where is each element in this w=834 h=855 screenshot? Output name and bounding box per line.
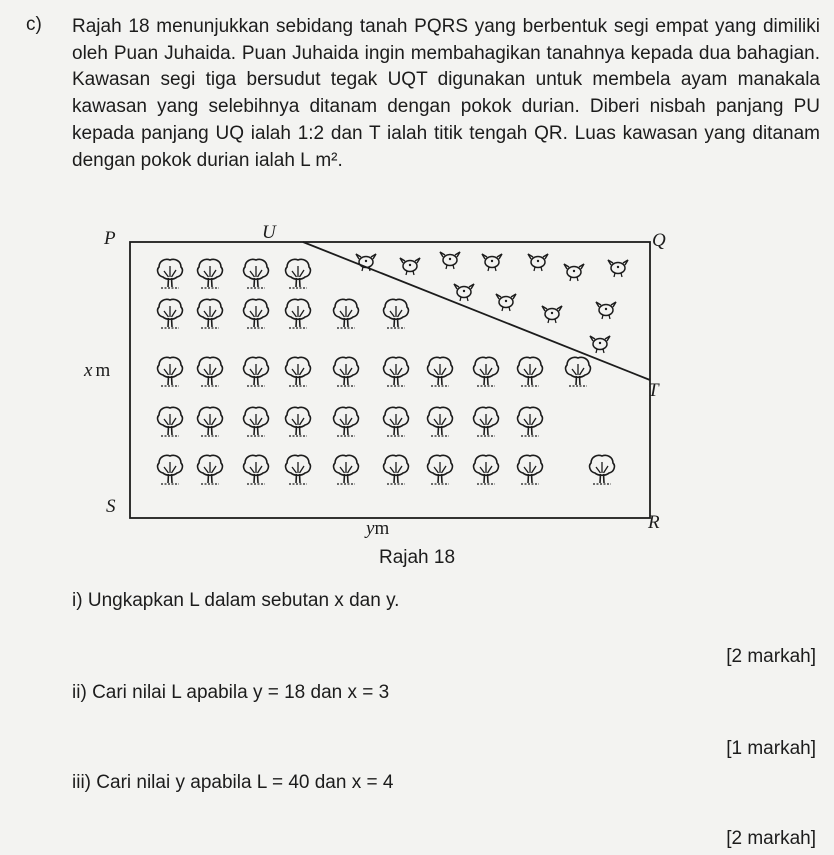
durian-tree-icon: [474, 455, 499, 484]
side-width-label: ym: [366, 518, 390, 539]
durian-tree-icon: [334, 455, 359, 484]
durian-tree-icon: [244, 407, 269, 436]
durian-tree-icon: [244, 299, 269, 328]
chicken-icon: [590, 336, 610, 353]
durian-tree-icon: [384, 299, 409, 328]
durian-tree-icon: [158, 357, 183, 386]
chicken-icon: [440, 252, 460, 269]
durian-tree-icon: [244, 357, 269, 386]
durian-tree-icon: [198, 259, 223, 288]
durian-tree-icon: [244, 455, 269, 484]
durian-tree-icon: [286, 357, 311, 386]
durian-tree-icon: [384, 455, 409, 484]
durian-tree-icon: [428, 357, 453, 386]
durian-tree-icon: [158, 299, 183, 328]
part-iii-question: [72, 772, 393, 794]
point-r-label: R: [648, 512, 660, 533]
chicken-icon: [564, 264, 584, 281]
durian-tree-icon: [384, 407, 409, 436]
durian-tree-icon: [286, 259, 311, 288]
durian-tree-icon: [384, 357, 409, 386]
part-i-question: [72, 590, 399, 612]
question-label: c): [26, 14, 42, 35]
point-p-label: P: [104, 228, 116, 249]
durian-tree-group: [158, 259, 615, 484]
part-ii-marks: [1 markah]: [726, 738, 816, 759]
land-diagram: [70, 214, 690, 544]
durian-tree-icon: [566, 357, 591, 386]
durian-tree-icon: [198, 407, 223, 436]
part-label: ii): [72, 682, 87, 703]
durian-tree-icon: [158, 259, 183, 288]
durian-tree-icon: [474, 357, 499, 386]
point-q-label: Q: [652, 230, 666, 251]
chicken-icon: [356, 254, 376, 271]
question-text: Rajah 18 menunjukkan sebidang tanah PQRS yang berbentuk segi empat yang dimiliki oleh Puan Juhaida. Puan Juhaida ingin membahagikan tanahnya kepada dua bahagian. Kawasan segi tiga bersudut tegak UQT digunakan untuk membela ayam manakala kawasan yang selebihnya ditanam dengan pokok durian. Diberi nisbah panjang PU kepada panjang UQ ialah 1:2 dan T ialah titik tengah QR. Luas kawasan yang ditanam dengan pokok durian ialah L m².: [72, 16, 820, 171]
figure-caption: Rajah 18: [378, 547, 456, 568]
durian-tree-icon: [518, 407, 543, 436]
durian-tree-icon: [518, 455, 543, 484]
durian-tree-icon: [334, 357, 359, 386]
part-ii-question: [72, 682, 389, 704]
durian-tree-icon: [334, 299, 359, 328]
chicken-icon: [496, 294, 516, 311]
durian-tree-icon: [428, 455, 453, 484]
durian-tree-icon: [244, 259, 269, 288]
durian-tree-icon: [518, 357, 543, 386]
durian-tree-icon: [198, 299, 223, 328]
durian-tree-icon: [334, 407, 359, 436]
durian-tree-icon: [474, 407, 499, 436]
durian-tree-icon: [428, 407, 453, 436]
chicken-icon: [596, 302, 616, 319]
part-text: Cari nilai L apabila y = 18 dan x = 3: [92, 682, 390, 703]
durian-tree-icon: [158, 407, 183, 436]
durian-tree-icon: [590, 455, 615, 484]
durian-tree-icon: [286, 407, 311, 436]
chicken-icon: [482, 254, 502, 271]
part-label: i): [72, 590, 83, 611]
chicken-group: [356, 252, 628, 353]
chicken-icon: [454, 284, 474, 301]
chicken-icon: [608, 260, 628, 277]
durian-tree-icon: [286, 299, 311, 328]
point-s-label: S: [106, 496, 116, 517]
chicken-icon: [528, 254, 548, 271]
durian-tree-icon: [198, 455, 223, 484]
figure-rajah-18: [70, 214, 690, 584]
chicken-icon: [542, 306, 562, 323]
point-t-label: T: [648, 380, 659, 401]
part-i-marks: [2 markah]: [726, 646, 816, 667]
durian-tree-icon: [286, 455, 311, 484]
chicken-icon: [400, 258, 420, 275]
part-text: Ungkapkan L dalam sebutan x dan y.: [87, 590, 400, 611]
durian-tree-icon: [198, 357, 223, 386]
point-u-label: U: [262, 222, 276, 243]
durian-tree-icon: [158, 455, 183, 484]
part-label: iii): [72, 772, 91, 793]
part-text: Cari nilai y apabila L = 40 dan x = 4: [96, 772, 394, 793]
part-iii-marks: [2 markah]: [726, 828, 816, 849]
side-height-label: x m: [84, 360, 111, 381]
